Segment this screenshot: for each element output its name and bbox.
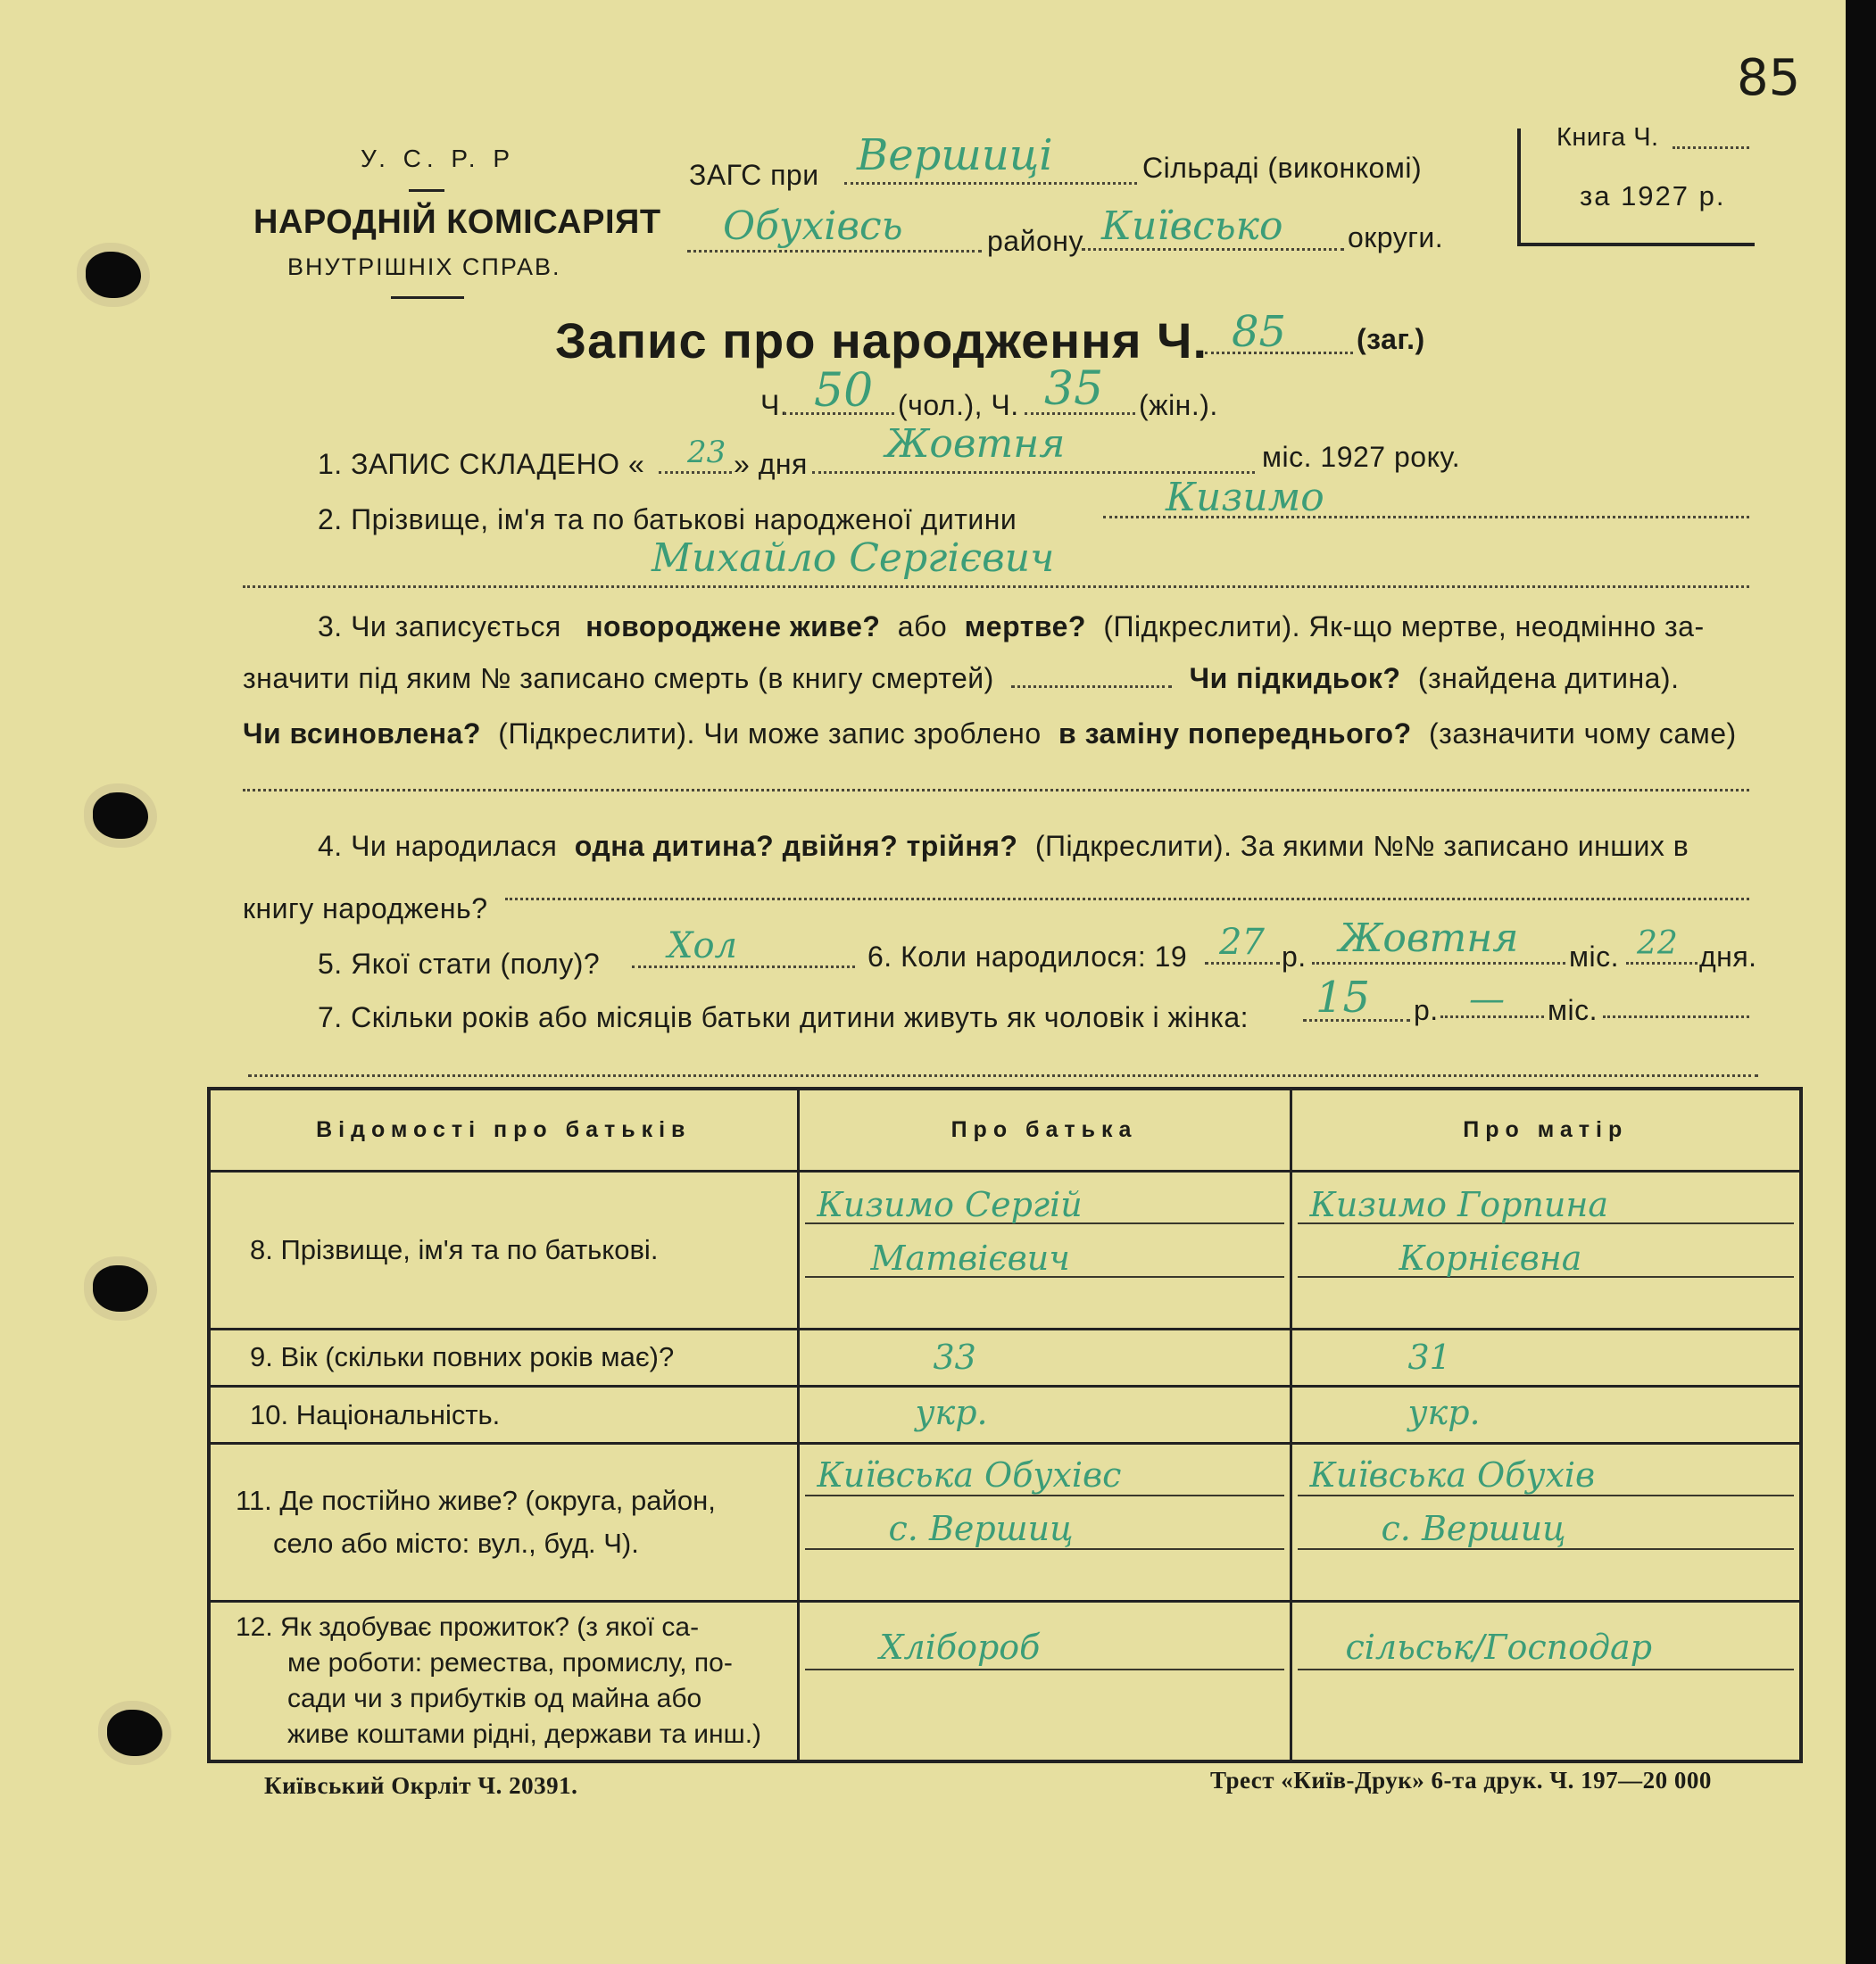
row-9-label: 9. Вік (скільки повних років має)? <box>209 1329 798 1386</box>
col-header-info: Відомості про батьків <box>209 1089 798 1171</box>
department-label: ВНУТРІШНІХ СПРАВ. <box>287 253 561 280</box>
row-8-father-line-2: Матвієвич <box>870 1238 1070 1278</box>
record-title: Запис про народження Ч. <box>555 312 1208 369</box>
field-1-suffix: міс. 1927 року. <box>1262 441 1461 473</box>
field-4-options: одна дитина? двійня? трійня? <box>574 830 1018 862</box>
field-1-month-line <box>812 471 1255 474</box>
row-11-father-line-2: с. Вершиц <box>888 1509 1074 1549</box>
field-3-adopted: Чи всиновлена? <box>243 717 481 750</box>
field-3-replacement: в заміну попереднього? <box>1058 717 1412 750</box>
row-12-label <box>209 1602 798 1761</box>
district-word: району <box>987 225 1083 257</box>
punch-hole <box>93 792 148 839</box>
field-3-or: або <box>897 610 948 642</box>
field-7-mis: міс. <box>1548 994 1598 1026</box>
field-1-month-handwritten: Жовтня <box>885 421 1066 467</box>
divider <box>409 189 444 192</box>
field-3-foundling: Чи підкидьок? <box>1189 662 1401 694</box>
row-12-label-line-4: живе коштами рідні, держави та инш.) <box>287 1720 762 1750</box>
field-7-label: 7. Скільки років або місяців батьки дитини живуть як чоловік і жінка: <box>318 1001 1249 1033</box>
field-1-prefix: 1. ЗАПИС СКЛАДЕНО « <box>318 448 645 480</box>
table-row <box>209 1329 1801 1386</box>
field-7-years-handwritten: 15 <box>1316 973 1371 1023</box>
field-2-name-handwritten: Михайло Сергієвич <box>652 535 1055 581</box>
field-6-dnya: дня. <box>1699 941 1757 973</box>
field-3-reason-note: (зазначити чому саме) <box>1429 717 1737 750</box>
okrug-handwritten: Київсько <box>1101 203 1283 249</box>
field-2-label: 2. Прізвище, ім'я та по батькові народженої дитини <box>318 503 1017 535</box>
zags-handwritten: Вершиці <box>857 130 1053 180</box>
field-3-instructions: (Підкреслити). Як-що мертве, неодмінно за- <box>1103 610 1705 642</box>
field-7-blank-line <box>248 1074 1758 1077</box>
row-9-father <box>798 1329 1291 1386</box>
female-handwritten: 35 <box>1044 362 1104 416</box>
row-12-mother <box>1291 1602 1801 1761</box>
parents-table <box>207 1087 1803 1763</box>
okrug-word: округи. <box>1348 221 1444 253</box>
field-6-mis: міс. <box>1569 941 1619 973</box>
field-3-text: 3. Чи записується <box>318 610 561 642</box>
field-6-label: 6. Коли народилося: 19 <box>867 941 1188 973</box>
field-4-instructions: (Підкреслити). За якими №№ записано инших в <box>1034 830 1689 862</box>
zags-line <box>844 182 1137 185</box>
row-12-label-line-1: 12. Як здобуває прожиток? (з якої са- <box>236 1612 700 1643</box>
table-row <box>209 1386 1801 1443</box>
male-handwritten: 50 <box>814 364 874 418</box>
field-7-r: р. <box>1414 994 1439 1026</box>
row-9-mother-value: 31 <box>1407 1337 1451 1377</box>
row-8-mother-line-1: Кизимо Горпина <box>1309 1184 1609 1224</box>
field-6-month-handwritten: Жовтня <box>1339 916 1519 961</box>
row-12-father <box>798 1602 1291 1761</box>
field-3-line-1 <box>318 612 1705 641</box>
field-6-day-line <box>1626 962 1698 965</box>
row-9-father-value: 33 <box>933 1337 976 1377</box>
field-6-day-handwritten: 22 <box>1637 925 1678 962</box>
field-6-year-handwritten: 27 <box>1219 922 1265 963</box>
total-label: (заг.) <box>1357 323 1425 355</box>
record-no-handwritten: 85 <box>1232 307 1287 357</box>
council-suffix: Сільраді (виконкомі) <box>1142 152 1423 184</box>
number-prefix: Ч. <box>760 389 789 421</box>
field-3-line-2 <box>243 664 1679 692</box>
book-line <box>1673 146 1749 149</box>
field-3-alive: новороджене живе? <box>585 610 881 642</box>
row-10-father-value: укр. <box>915 1392 988 1432</box>
row-10-father <box>798 1386 1291 1443</box>
field-5-label: 5. Якої стати (полу)? <box>318 948 601 980</box>
col-header-father: Про батька <box>798 1089 1291 1171</box>
row-11-mother-line-2: с. Вершиц <box>1381 1509 1566 1549</box>
punch-hole <box>107 1710 162 1756</box>
male-label: (чол.), Ч. <box>898 389 1019 421</box>
field-3-foundling-note: (знайдена дитина). <box>1417 662 1680 694</box>
field-4-blank-line <box>505 898 1749 900</box>
row-11-label <box>209 1444 798 1602</box>
field-1-mid: » дня <box>734 448 808 480</box>
field-3-replacement-text: (Підкреслити). Чи може запис зроблено <box>498 717 1042 750</box>
field-2-line-2 <box>243 585 1749 588</box>
row-11-label-line-1: 11. Де постійно живе? (округа, район, <box>236 1485 716 1517</box>
row-12-label-line-2: ме роботи: ремества, промислу, по- <box>287 1648 733 1678</box>
row-9-mother <box>1291 1329 1801 1386</box>
table-row <box>209 1602 1801 1761</box>
district-handwritten: Обухівсь <box>723 203 903 249</box>
row-8-mother-line-2: Корнієвна <box>1399 1238 1582 1278</box>
footer-right: Трест «Київ-Друк» 6-та друк. Ч. 197—20 000 <box>1210 1767 1712 1794</box>
field-3-death-text: значити під яким № записано смерть (в книгу смертей) <box>243 662 994 694</box>
col-header-mother: Про матір <box>1291 1089 1801 1171</box>
row-11-father <box>798 1444 1291 1602</box>
field-3-line-3 <box>243 719 1737 748</box>
field-3-death-line <box>1011 685 1172 688</box>
page-number: 85 <box>1737 49 1801 107</box>
row-10-label: 10. Національність. <box>209 1386 798 1443</box>
field-4-text: 4. Чи народилася <box>318 830 558 862</box>
row-11-label-line-2: село або місто: вул., буд. Ч). <box>273 1528 639 1560</box>
field-7-months-handwritten: — <box>1469 979 1505 1020</box>
row-8-mother <box>1291 1171 1801 1329</box>
zags-prefix: ЗАГС при <box>689 159 819 191</box>
row-10-mother-value: укр. <box>1407 1392 1481 1432</box>
field-5-handwritten: Хол <box>668 925 738 966</box>
punch-hole <box>86 252 141 298</box>
field-3-dead: мертве? <box>964 610 1086 642</box>
row-12-label-line-3: сади чи з прибутків од майна або <box>287 1684 702 1714</box>
book-label: Книга Ч. <box>1556 123 1659 152</box>
field-4-line-2: книгу народжень? <box>243 892 488 924</box>
field-1-day-handwritten: 23 <box>687 435 726 470</box>
field-1-day-line <box>659 471 732 474</box>
punch-hole <box>93 1265 148 1312</box>
row-11-mother <box>1291 1444 1801 1602</box>
field-4-line-1 <box>318 832 1689 860</box>
commissariat-label: НАРОДНІЙ КОМІСАРІЯТ <box>253 203 661 241</box>
field-7-end-line <box>1603 1015 1749 1018</box>
footer-left: Київський Окрліт Ч. 20391. <box>264 1772 578 1799</box>
field-2-surname-handwritten: Кизимо <box>1166 475 1324 520</box>
table-row <box>209 1444 1801 1602</box>
row-8-father <box>798 1171 1291 1329</box>
row-12-mother-value: сільськ/Господар <box>1345 1628 1653 1668</box>
row-8-label: 8. Прізвище, ім'я та по батькові. <box>209 1171 798 1329</box>
female-label: (жін.). <box>1139 389 1218 421</box>
field-3-blank-line <box>243 789 1749 791</box>
row-8-father-line-1: Кизимо Сергій <box>817 1184 1083 1224</box>
book-year: за 1927 р. <box>1580 180 1726 211</box>
district-line <box>687 250 982 253</box>
row-11-mother-line-1: Київська Обухів <box>1309 1455 1596 1496</box>
field-5-line <box>632 965 855 968</box>
row-10-mother <box>1291 1386 1801 1443</box>
divider <box>391 296 464 299</box>
table-row <box>209 1171 1801 1329</box>
row-11-father-line-1: Київська Обухівс <box>817 1455 1122 1496</box>
row-12-father-value: Хлібороб <box>879 1628 1041 1668</box>
field-6-r: р. <box>1282 941 1307 973</box>
field-6-month-line <box>1312 962 1565 965</box>
republic-label: У. С. Р. Р <box>361 145 516 172</box>
table-header-row <box>209 1089 1801 1171</box>
